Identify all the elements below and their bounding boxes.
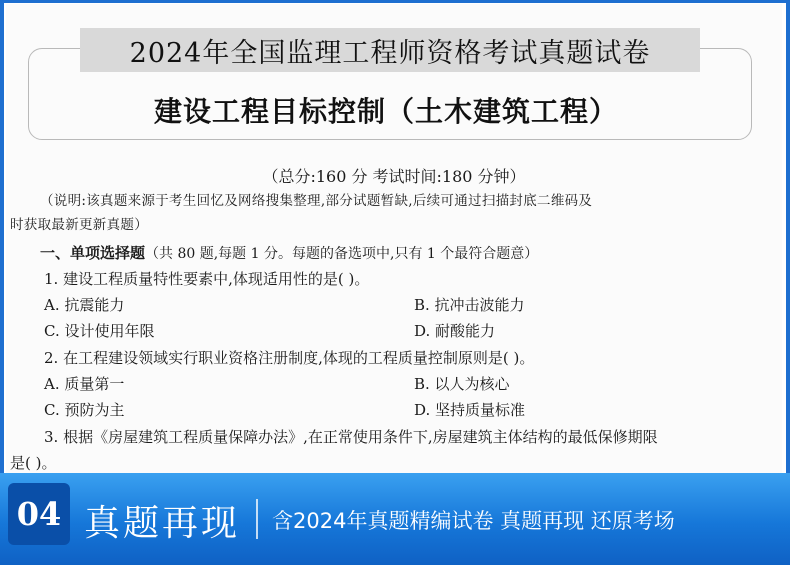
note-line-2: 时获取最新更新真题） xyxy=(10,217,148,233)
question-2-option-c: C. 预防为主 xyxy=(44,401,125,419)
question-3-stem-line-1: 3. 根据《房屋建筑工程质量保障办法》,在正常使用条件下,房屋建筑主体结构的最低保修期限 xyxy=(44,428,658,446)
exam-meta: （总分:160 分 考试时间:180 分钟） xyxy=(262,167,526,186)
promo-banner xyxy=(0,473,790,565)
question-2-option-b: B. 以人为核心 xyxy=(414,375,510,393)
note-line-1: （说明:该真题来源于考生回忆及网络搜集整理,部分试题暂缺,后续可通过扫描封底二维码及 xyxy=(40,193,593,209)
question-1-option-c: C. 设计使用年限 xyxy=(44,322,155,340)
question-2-option-d: D. 坚持质量标准 xyxy=(414,401,526,419)
section-heading xyxy=(40,242,538,265)
question-1-option-b: B. 抗冲击波能力 xyxy=(414,296,525,314)
section-number-badge: 04 xyxy=(8,483,70,545)
question-2-option-a: A. 质量第一 xyxy=(44,375,125,393)
banner-subtitle: 含2024年真题精编试卷 真题再现 还原考场 xyxy=(272,509,675,533)
section-label: 一、单项选择题 xyxy=(40,244,146,262)
question-1-stem: 1. 建设工程质量特性要素中,体现适用性的是( )。 xyxy=(44,270,370,288)
subject-title: 建设工程目标控制（土木建筑工程） xyxy=(153,95,618,128)
banner-title: 真题再现 xyxy=(84,503,241,544)
question-2-stem: 2. 在工程建设领域实行职业资格注册制度,体现的工程质量控制原则是( )。 xyxy=(44,349,535,367)
question-1-option-d: D. 耐酸能力 xyxy=(414,322,496,340)
banner-divider xyxy=(256,499,258,539)
question-3-stem-line-2: 是( )。 xyxy=(10,454,57,472)
exam-paper xyxy=(6,4,782,494)
question-1-option-a: A. 抗震能力 xyxy=(44,296,125,314)
exam-title: 2024年全国监理工程师资格考试真题试卷 xyxy=(80,28,700,72)
section-desc: （共 80 题,每题 1 分。每题的备选项中,只有 1 个最符合题意） xyxy=(145,246,539,262)
